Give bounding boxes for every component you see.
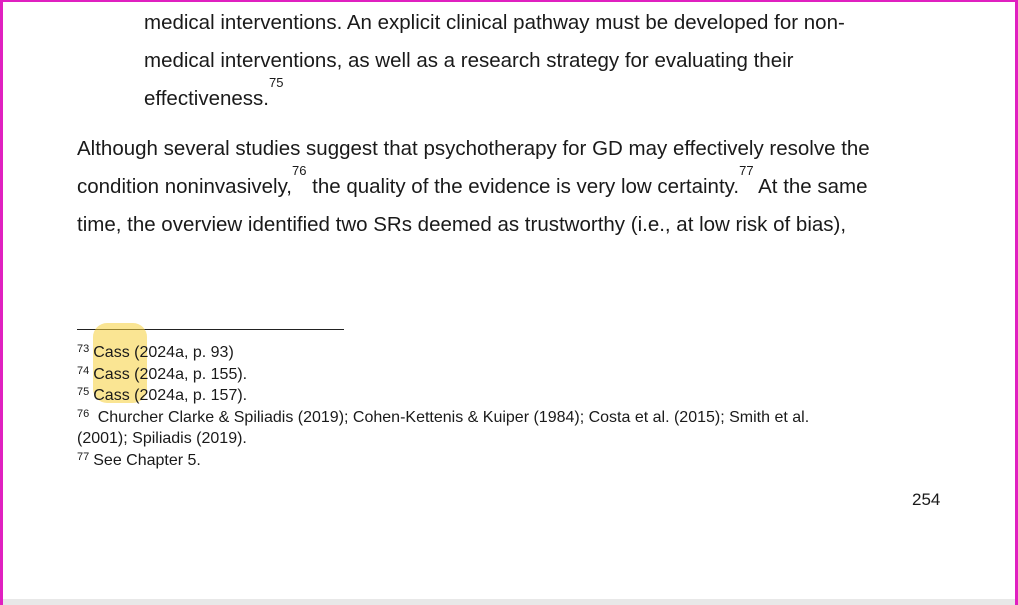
footnote-text: Churcher Clarke & Spiliadis (2019); Cohen-Kettenis & Kuiper (1984); Costa et al. (2015); Smith et al. <box>93 408 810 426</box>
quote-line: medical interventions, as well as a research strategy for evaluating their <box>144 49 794 72</box>
footnote-reference[interactable]: 75 <box>268 75 284 90</box>
footnotes <box>77 342 957 471</box>
paragraph-line: time, the overview identified two SRs deemed as trustworthy (i.e., at low risk of bias), <box>77 213 847 236</box>
footnote-text: See Chapter 5. <box>93 451 201 469</box>
footnote-text: (2024a, p. 157). <box>129 387 248 404</box>
footnote-number: 74 <box>77 364 90 377</box>
quote-text: effectiveness. <box>144 87 269 110</box>
paragraph-line: Although several studies suggest that psychotherapy for GD may effectively resolve the <box>77 137 870 160</box>
footnote-77 <box>77 450 957 472</box>
paragraph-line <box>77 163 957 206</box>
footnote-75 <box>77 385 957 407</box>
footnote-text: (2024a, p. 155). <box>129 365 248 383</box>
highlighted-text: Cass <box>93 387 130 404</box>
page-number: 254 <box>912 490 941 509</box>
footnote-73 <box>77 342 957 364</box>
highlighted-text: Cass <box>93 344 130 361</box>
footnote-reference[interactable]: 76 <box>292 163 307 178</box>
footnote-text: (2024a, p. 93) <box>129 344 234 361</box>
block-quote <box>144 4 924 118</box>
paragraph-text: At the same <box>753 175 868 198</box>
paragraph-text: the quality of the evidence is very low certainty. <box>306 175 740 198</box>
quote-line: medical interventions. An explicit clinical pathway must be developed for non- <box>144 11 845 34</box>
footnote-number: 76 <box>77 407 90 420</box>
body-paragraph <box>77 130 957 244</box>
bottom-strip <box>3 599 1015 605</box>
footnote-number: 77 <box>77 450 90 463</box>
highlighted-text: Cass <box>93 365 130 383</box>
paragraph-text: condition noninvasively, <box>77 175 292 198</box>
quote-line <box>144 75 924 118</box>
footnote-number: 75 <box>77 386 90 398</box>
footnote-76 <box>77 407 957 429</box>
footnote-number: 73 <box>77 343 90 355</box>
footnote-reference[interactable]: 77 <box>739 163 754 178</box>
footnote-74 <box>77 364 957 386</box>
footnote-76-continuation: (2001); Spiliadis (2019). <box>77 430 247 447</box>
